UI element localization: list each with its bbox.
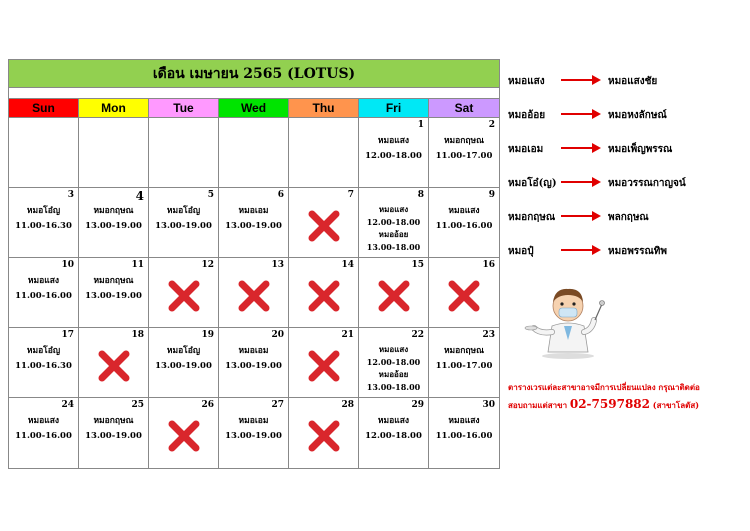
branch-name: (สาขาโลตัส): [652, 400, 699, 410]
shift-hours: 13.00-19.00: [155, 221, 212, 231]
day-number: 8: [417, 190, 424, 200]
legend-short-name: หมอปุ๋: [508, 246, 534, 257]
doctor-name: หมอเอม: [238, 206, 269, 216]
notice-line-1: ตารางเวรแต่ละสาขาอาจมีการเปลี่ยนแปลง กรุณาติดต่อ: [508, 382, 700, 392]
day-number: 26: [201, 400, 214, 410]
day-cell-16: [429, 258, 499, 327]
doctor-name: หมอแสง: [448, 416, 480, 426]
doctor-name: หมอโอ๋ญ: [166, 206, 201, 216]
closed-x-icon: [167, 279, 201, 313]
day-number: 22: [411, 330, 424, 340]
shift-info: [429, 414, 499, 444]
day-number: 11: [131, 260, 144, 270]
shift-hours: 13.00-19.00: [85, 431, 142, 441]
day-number: 10: [61, 260, 74, 270]
day-cell-11: [79, 258, 149, 327]
shift-hours: 11.00-16.00: [15, 431, 72, 441]
day-cell-18: [79, 328, 149, 397]
doctor-name: หมอกฤษณ: [93, 276, 134, 286]
day-cell-21: [289, 328, 359, 397]
right-arrow-icon: [560, 176, 602, 188]
shift-info: [9, 344, 78, 374]
doctor-name: หมอโอ๋ญ: [166, 346, 201, 356]
day-cell-30: [429, 398, 499, 468]
day-cell-23: [429, 328, 499, 397]
day-number: 13: [271, 260, 284, 270]
calendar-week-row: [9, 118, 499, 188]
closed-x-icon: [97, 349, 131, 383]
day-cell-22: [359, 328, 429, 397]
shift-hours: 12.00-18.00: [366, 356, 421, 367]
doctor-mascot-illustration: [522, 282, 614, 360]
day-cell-29: [359, 398, 429, 468]
day-number: 15: [411, 260, 424, 270]
doctor-name: หมอโอ๋ญ: [26, 206, 61, 216]
doctor-name: หมอกฤษณ: [443, 136, 485, 146]
day-cell-15: [359, 258, 429, 327]
day-number: 29: [411, 400, 424, 410]
closed-x-icon: [447, 279, 481, 313]
day-cell-28: [289, 398, 359, 468]
legend-row: [508, 70, 738, 90]
shift-hours: 12.00-18.00: [366, 216, 421, 227]
shift-info: [149, 204, 218, 234]
closed-x-icon: [237, 279, 271, 313]
shift-info: [429, 134, 499, 164]
closed-x-icon: [307, 419, 341, 453]
day-number: 25: [131, 400, 144, 410]
calendar-week-row: [9, 258, 499, 328]
schedule-calendar: [8, 59, 500, 469]
legend-short-name: หมออ้อย: [508, 110, 546, 121]
legend-row: [508, 104, 738, 124]
day-number: 2: [488, 120, 495, 130]
day-cell-27: [219, 398, 289, 468]
calendar-week-row: [9, 328, 499, 398]
calendar-week-row: [9, 188, 499, 258]
shift-hours: 13.00-19.00: [155, 361, 212, 371]
shift-hours: 12.00-18.00: [365, 431, 422, 441]
shift-info: [219, 414, 288, 444]
day-number: 5: [207, 190, 214, 200]
legend-full-name: หมอเพ็ญพรรณ: [608, 144, 673, 155]
phone-number[interactable]: 02-7597882: [569, 397, 650, 411]
weekday-header-fri: Fri: [359, 99, 429, 117]
doctor-name: หมอแสง: [27, 416, 60, 426]
schedule-change-notice: [508, 380, 740, 415]
closed-x-icon: [307, 209, 341, 243]
day-cell-17: [9, 328, 79, 397]
shift-info: [9, 274, 78, 304]
doctor-name: หมอแสง: [27, 276, 60, 286]
doctor-name: หมอเอม: [238, 416, 269, 426]
legend-short-name: หมอโอ๋(ญ): [508, 178, 557, 189]
shift-hours: 13.00-18.00: [366, 381, 421, 392]
legend-full-name: หมอหงลักษณ์: [608, 110, 667, 121]
day-number: 30: [482, 400, 495, 410]
day-cell-19: [149, 328, 219, 397]
day-number: 3: [67, 190, 74, 200]
calendar-weeks: [9, 118, 499, 468]
day-number: 20: [271, 330, 284, 340]
day-cell-empty: [289, 118, 359, 187]
day-number: 21: [341, 330, 354, 340]
day-number: 18: [131, 330, 144, 340]
day-number: 23: [482, 330, 495, 340]
day-cell-3: [9, 188, 79, 257]
doctor-name: หมอโอ๋ญ: [26, 346, 61, 356]
right-arrow-icon: [560, 108, 602, 120]
day-number: 27: [271, 400, 284, 410]
shift-hours: 11.00-16.00: [435, 431, 493, 441]
shift-info: [359, 134, 428, 164]
shift-info: [79, 204, 148, 234]
weekday-header-row: [9, 99, 499, 118]
shift-hours: 13.00-19.00: [225, 361, 282, 371]
day-number: 6: [277, 190, 284, 200]
day-number: 9: [488, 190, 495, 200]
shift-info: [359, 203, 428, 253]
day-cell-8: [359, 188, 429, 257]
legend-row: [508, 240, 738, 260]
legend-full-name: หมอแสงชัย: [608, 76, 658, 87]
doctor-name: หมอแสง: [378, 344, 409, 354]
day-cell-empty: [149, 118, 219, 187]
day-cell-9: [429, 188, 499, 257]
weekday-header-thu: Thu: [289, 99, 359, 117]
shift-hours: 13.00-19.00: [85, 291, 142, 301]
closed-x-icon: [307, 279, 341, 313]
right-arrow-icon: [560, 142, 602, 154]
day-number: 17: [61, 330, 74, 340]
shift-hours: 11.00-16.00: [435, 221, 493, 231]
weekday-header-tue: Tue: [149, 99, 219, 117]
right-arrow-icon: [560, 210, 602, 222]
doctor-name: หมอแสง: [448, 206, 480, 216]
closed-x-icon: [167, 419, 201, 453]
shift-hours: 11.00-17.00: [435, 151, 493, 161]
doctor-name: หมอกฤษณ: [93, 416, 134, 426]
day-cell-6: [219, 188, 289, 257]
closed-x-icon: [307, 349, 341, 383]
day-number: 16: [482, 260, 495, 270]
shift-info: [9, 414, 78, 444]
doctor-name: หมอแสง: [377, 416, 410, 426]
day-cell-empty: [9, 118, 79, 187]
day-cell-25: [79, 398, 149, 468]
day-number: 1: [417, 120, 424, 130]
day-cell-26: [149, 398, 219, 468]
shift-info: [9, 204, 78, 234]
closed-x-icon: [377, 279, 411, 313]
shift-hours: 11.00-16.00: [15, 291, 72, 301]
shift-hours: 13.00-19.00: [85, 221, 142, 231]
legend-row: [508, 206, 738, 226]
shift-info: [429, 204, 499, 234]
shift-hours: 11.00-16.30: [15, 221, 72, 231]
doctor-name: หมอเอม: [238, 346, 269, 356]
doctor-name: หมอกฤษณ: [93, 206, 134, 216]
shift-info: [359, 414, 428, 444]
day-number: 12: [201, 260, 214, 270]
shift-hours: 12.00-18.00: [365, 151, 422, 161]
day-cell-4: [79, 188, 149, 257]
shift-hours: 13.00-19.00: [225, 431, 282, 441]
legend-row: [508, 138, 738, 158]
day-number: 4: [135, 189, 144, 203]
day-cell-5: [149, 188, 219, 257]
day-number: 7: [347, 190, 354, 200]
day-cell-empty: [219, 118, 289, 187]
shift-info: [359, 343, 428, 393]
calendar-title: เดือน เมษายน 2565 (LOTUS): [9, 60, 499, 88]
legend-short-name: หมอเอม: [508, 144, 544, 155]
doctor-name: หมออ้อย: [378, 369, 409, 379]
shift-info: [79, 414, 148, 444]
shift-info: [219, 344, 288, 374]
doctor-name: หมออ้อย: [378, 229, 409, 239]
legend-short-name: หมอกฤษณ: [508, 212, 556, 223]
shift-hours: 11.00-17.00: [435, 361, 493, 371]
day-cell-10: [9, 258, 79, 327]
legend-full-name: พลกฤษณ: [608, 212, 649, 223]
legend-full-name: หมอพรรณทิพ: [608, 246, 667, 257]
day-cell-20: [219, 328, 289, 397]
doctor-name: หมอแสง: [377, 136, 410, 146]
notice-line-2: [508, 394, 740, 415]
weekday-header-wed: Wed: [219, 99, 289, 117]
shift-hours: 13.00-18.00: [366, 241, 421, 252]
right-arrow-icon: [560, 244, 602, 256]
shift-hours: 13.00-19.00: [225, 221, 282, 231]
day-cell-12: [149, 258, 219, 327]
day-number: 14: [341, 260, 354, 270]
shift-info: [429, 344, 499, 374]
day-cell-1: [359, 118, 429, 187]
doctor-name: หมอกฤษณ: [443, 346, 485, 356]
weekday-header-mon: Mon: [79, 99, 149, 117]
shift-info: [79, 274, 148, 304]
shift-hours: 11.00-16.30: [15, 361, 72, 371]
day-cell-7: [289, 188, 359, 257]
shift-info: [219, 204, 288, 234]
doctor-name: หมอแสง: [378, 204, 409, 214]
day-cell-2: [429, 118, 499, 187]
legend-short-name: หมอแสง: [508, 76, 545, 87]
day-number: 24: [61, 400, 74, 410]
legend-row: [508, 172, 738, 192]
calendar-spacer: [9, 88, 499, 99]
calendar-week-row: [9, 398, 499, 468]
day-number: 19: [201, 330, 214, 340]
right-arrow-icon: [560, 74, 602, 86]
weekday-header-sat: Sat: [429, 99, 499, 117]
day-cell-empty: [79, 118, 149, 187]
legend-full-name: หมอวรรณกาญจน์: [608, 178, 686, 189]
shift-info: [149, 344, 218, 374]
day-cell-24: [9, 398, 79, 468]
weekday-header-sun: Sun: [9, 99, 79, 117]
day-cell-14: [289, 258, 359, 327]
notice-contact-label: สอบถามแต่สาขา: [508, 400, 568, 410]
day-number: 28: [341, 400, 354, 410]
day-cell-13: [219, 258, 289, 327]
